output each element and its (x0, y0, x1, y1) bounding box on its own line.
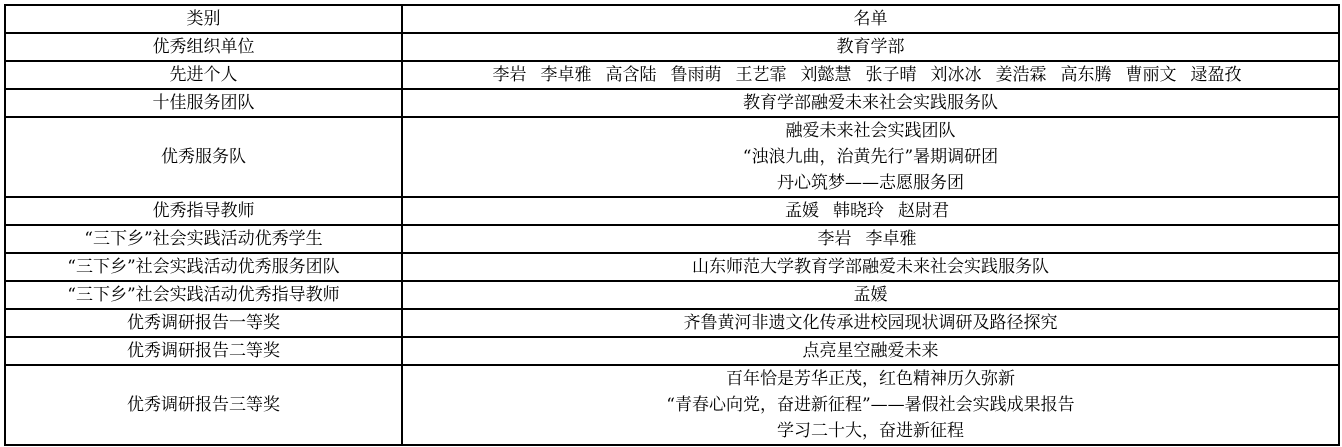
person-name: 韩晓玲 (833, 201, 884, 221)
category-cell: “三下乡”社会实践活动优秀学生 (5, 225, 402, 253)
category-cell: “三下乡”社会实践活动优秀指导教师 (5, 281, 402, 309)
table-row (5, 225, 1339, 253)
list-cell (402, 365, 1339, 445)
list-line: 学习二十大，奋进新征程 (777, 421, 964, 441)
person-name: 李岩 (817, 229, 852, 249)
list-cell (402, 281, 1339, 309)
list-cell (402, 89, 1339, 117)
person-name: 李岩 (492, 65, 527, 85)
category-cell: 先进个人 (5, 61, 402, 89)
list-cell (402, 337, 1339, 365)
table-row (5, 33, 1339, 61)
list-cell (402, 309, 1339, 337)
list-line: 教育学部 (836, 37, 905, 57)
person-name: 李卓雅 (865, 229, 917, 249)
person-name: 鲁雨萌 (670, 65, 722, 85)
header-category: 类别 (5, 5, 402, 33)
person-name: 孟媛 (785, 201, 819, 221)
list-line: 丹心筑梦——志愿服务团 (777, 173, 964, 193)
list-line: 百年恰是芳华正茂，红色精神历久弥新 (726, 369, 1015, 389)
person-name: 刘冰冰 (930, 65, 982, 85)
category-cell: 优秀调研报告三等奖 (5, 365, 402, 445)
list-line: “青春心向党，奋进新征程”——暑假社会实践成果报告 (666, 395, 1075, 415)
list-cell (402, 253, 1339, 281)
person-name: 曹丽文 (1125, 65, 1177, 85)
table-row (5, 61, 1339, 89)
awards-table (4, 4, 1340, 446)
header-list: 名单 (402, 5, 1339, 33)
header-row (5, 5, 1339, 33)
person-name: 高含陆 (605, 65, 657, 85)
list-cell (402, 117, 1339, 197)
table-row (5, 117, 1339, 197)
person-name: 李卓雅 (540, 65, 592, 85)
category-cell: 优秀组织单位 (5, 33, 402, 61)
list-line: 齐鲁黄河非遗文化传承进校园现状调研及路径探究 (683, 313, 1058, 333)
table-row (5, 365, 1339, 445)
list-line: 山东师范大学教育学部融爱未来社会实践服务队 (692, 257, 1049, 277)
person-name: 王艺霏 (735, 65, 787, 85)
category-cell: 优秀调研报告二等奖 (5, 337, 402, 365)
person-name: 刘懿慧 (800, 65, 852, 85)
list-cell (402, 33, 1339, 61)
category-cell: 十佳服务团队 (5, 89, 402, 117)
category-cell: “三下乡”社会实践活动优秀服务团队 (5, 253, 402, 281)
category-cell: 优秀调研报告一等奖 (5, 309, 402, 337)
table-row (5, 253, 1339, 281)
list-line: 点亮星空融爱未来 (802, 341, 939, 361)
list-cell (402, 197, 1339, 225)
list-line: 融爱未来社会实践团队 (785, 121, 956, 141)
list-line: “浊浪九曲，治黄先行”暑期调研团 (742, 147, 999, 167)
list-line: 教育学部融爱未来社会实践服务队 (743, 93, 998, 113)
list-cell (402, 61, 1339, 89)
category-cell: 优秀服务队 (5, 117, 402, 197)
table-row (5, 281, 1339, 309)
person-name: 赵尉君 (898, 201, 949, 221)
person-name: 姜浩霖 (995, 65, 1047, 85)
table-row (5, 309, 1339, 337)
list-cell (402, 225, 1339, 253)
table-row (5, 337, 1339, 365)
person-name: 张子晴 (865, 65, 917, 85)
person-name: 逯盈孜 (1190, 65, 1242, 85)
table-row (5, 89, 1339, 117)
person-name: 高东腾 (1060, 65, 1112, 85)
table-row (5, 197, 1339, 225)
list-line: 孟媛 (853, 285, 888, 305)
category-cell: 优秀指导教师 (5, 197, 402, 225)
